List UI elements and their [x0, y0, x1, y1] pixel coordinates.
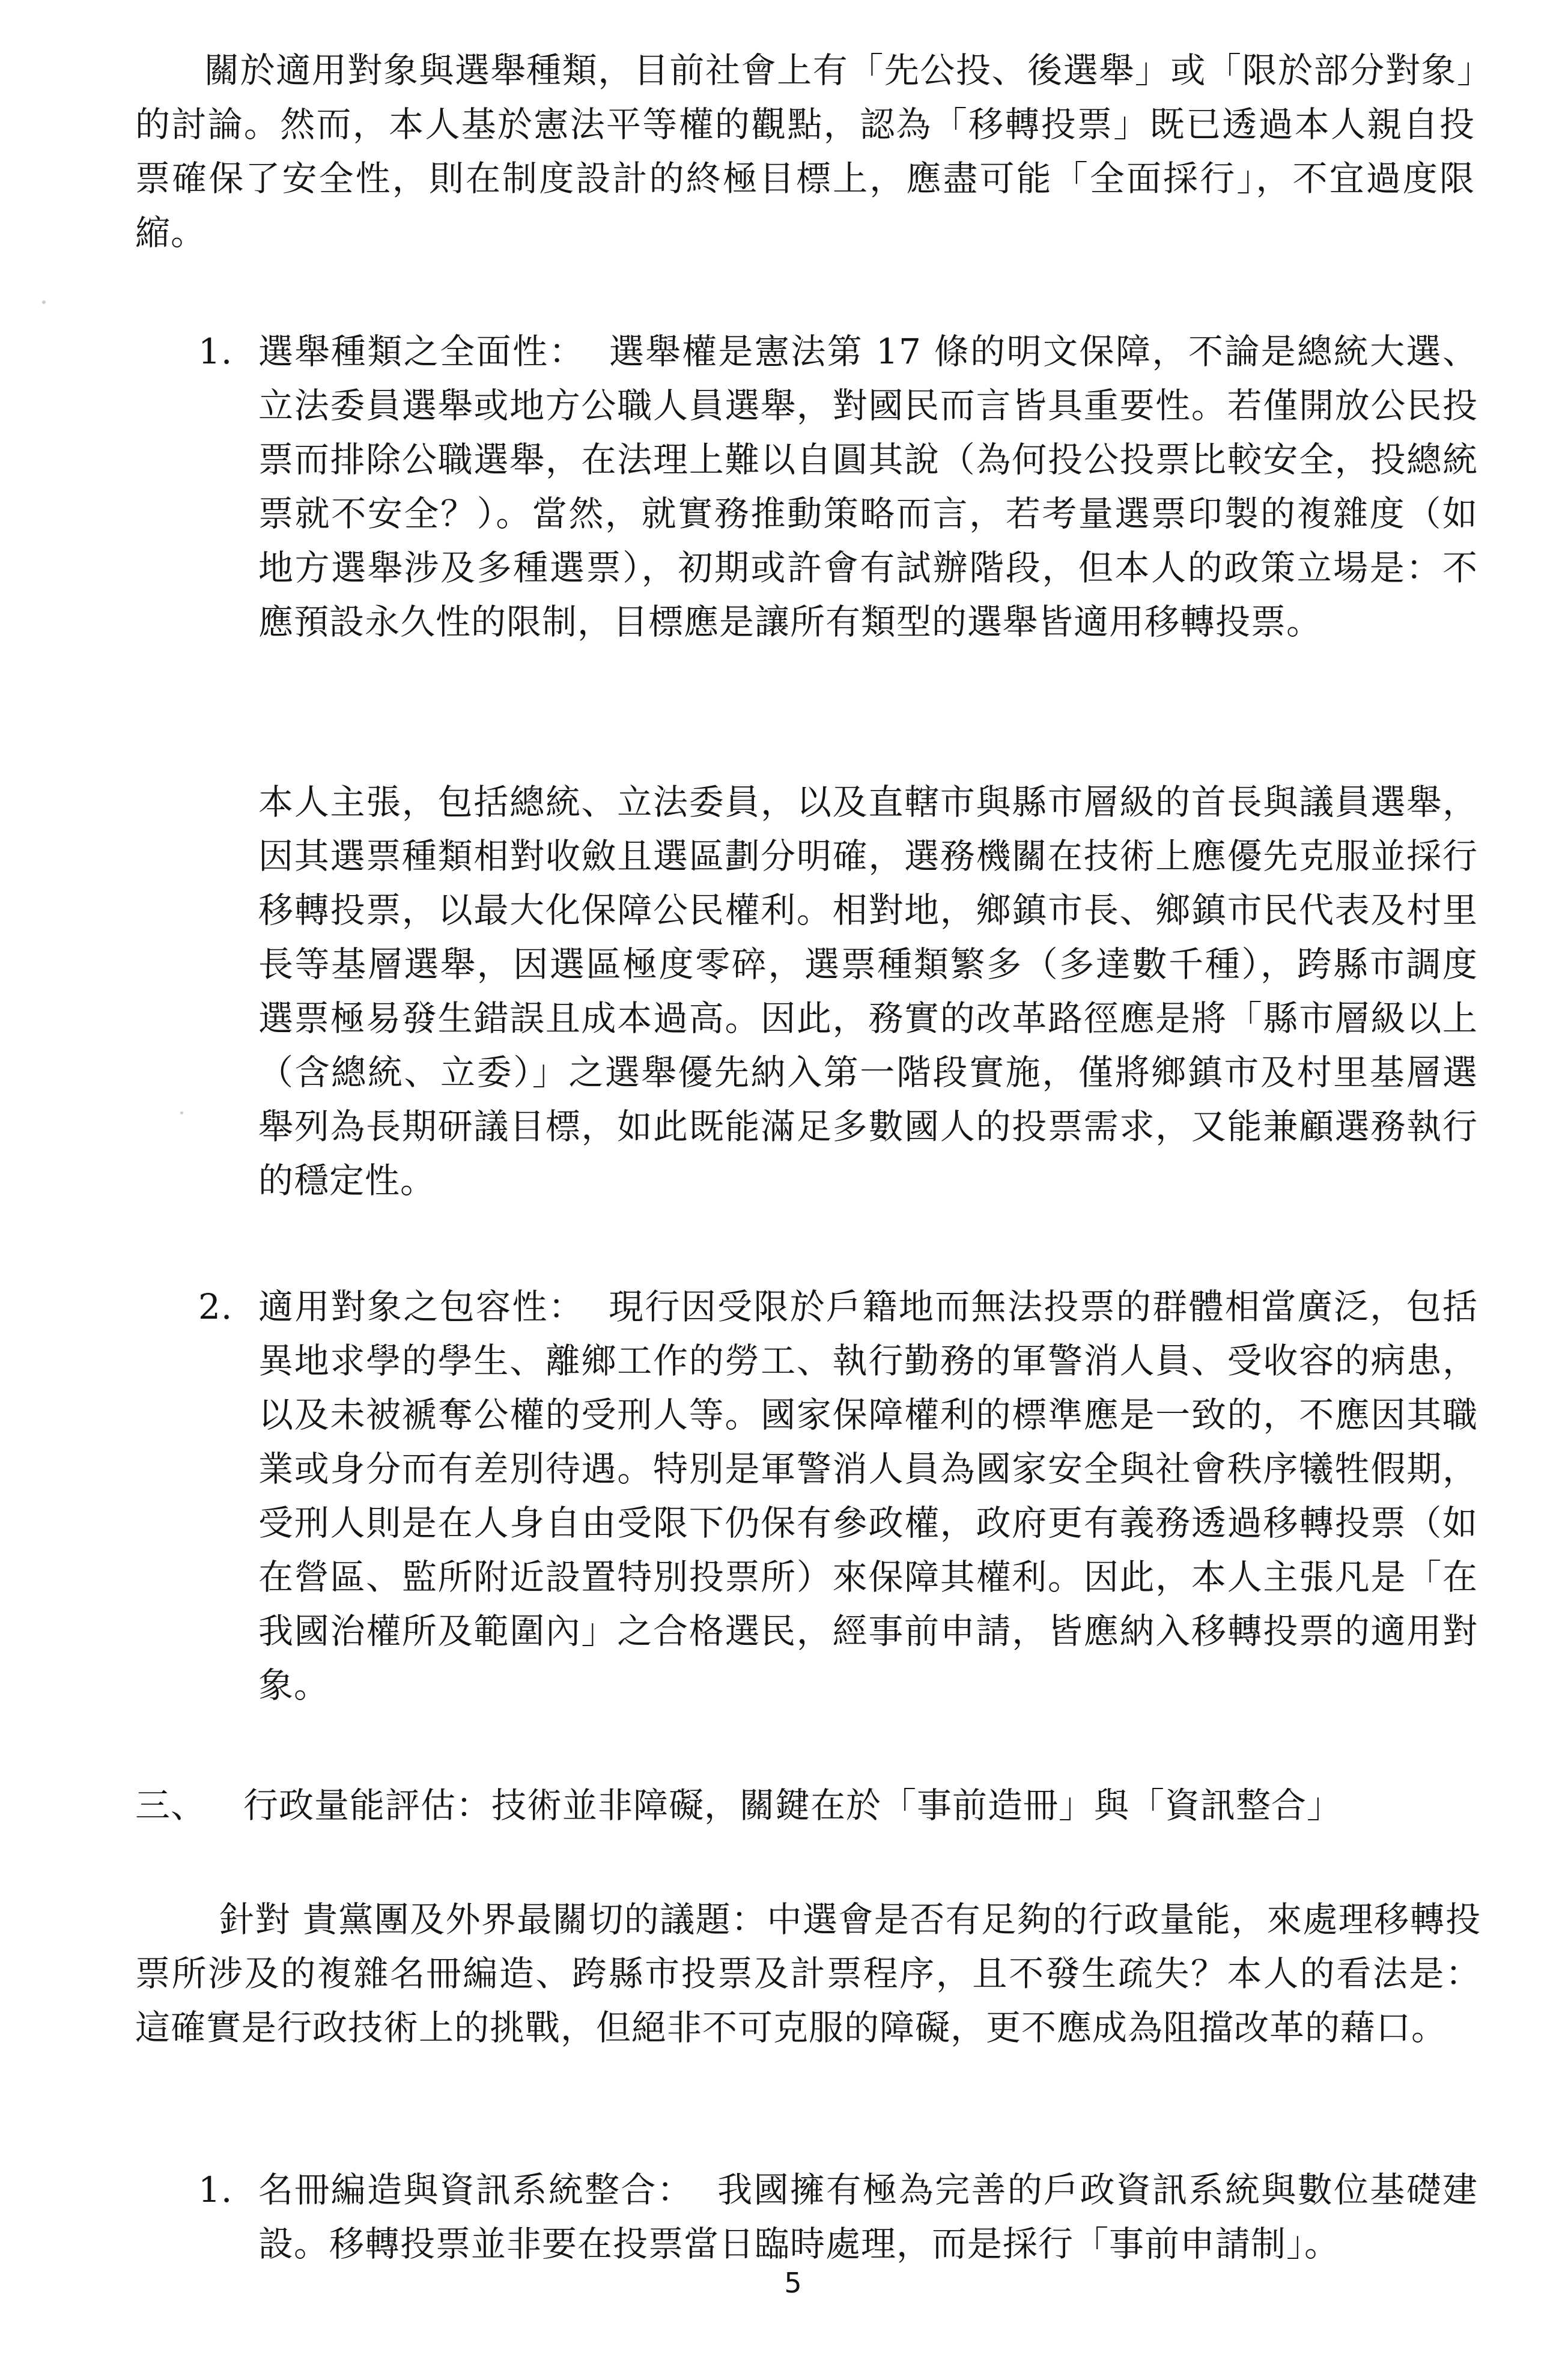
page-number: 5: [784, 2267, 802, 2299]
list-item-election-types: [198, 324, 1478, 649]
section-number: 三、: [135, 1785, 207, 1826]
section-heading: [135, 1778, 1342, 1832]
capacity-paragraph: 針對 貴黨團及外界最關切的議題：中選會是否有足夠的行政量能，來處理移轉投票所涉及的複雜名冊編造、跨縣市投票及計票程序，且不發生疏失？本人的看法是：這確實是行政技術上的挑戰，但絕非不可克服的障礙，更不應成為阻擋改革的藉口。: [135, 1899, 1481, 2048]
list-item-eligible-voters: [198, 1280, 1478, 1712]
list-item-number: 1.: [198, 2169, 233, 2210]
list-item-title: 選舉種類之全面性：: [258, 331, 586, 372]
election-scope-paragraph: 本人主張，包括總統、立法委員，以及直轄市與縣市層級的首長與議員選舉，因其選票種類相對收斂且選區劃分明確，選務機關在技術上應優先克服並採行移轉投票，以最大化保障公民權利。相對地，鄉鎮市長、鄉鎮市民代表及村里長等基層選舉，因選區極度零碎，選票種類繁多（多達數千種），跨縣市調度選票極易發生錯誤且成本過高。因此，務實的改革路徑應是將「縣市層級以上（含總統、立委）」之選舉優先納入第一階段實施，僅將鄉鎮市及村里基層選舉列為長期研議目標，如此既能滿足多數國人的投票需求，又能兼顧選務執行的穩定性。: [258, 782, 1478, 1201]
list-item-registry-integration: [198, 2163, 1478, 2271]
list-item-number: 1.: [198, 331, 233, 372]
scan-speck: [42, 300, 46, 304]
list-item-body: 現行因受限於戶籍地而無法投票的群體相當廣泛，包括異地求學的學生、離鄉工作的勞工、執行勤務的軍警消人員、受收容的病患，以及未被褫奪公權的受刑人等。國家保障權利的標準應是一致的，不應因其職業或身分而有差別待遇。特別是軍警消人員為國家安全與社會秩序犧牲假期，受刑人則是在人身自由受限下仍保有參政權，政府更有義務透過移轉投票（如在營區、監所附近設置特別投票所）來保障其權利。因此，本人主張凡是「在我國治權所及範圍內」之合格選民，經事前申請，皆應納入移轉投票的適用對象。: [258, 1286, 1478, 1706]
section-title: 行政量能評估：技術並非障礙，關鍵在於「事前造冊」與「資訊整合」: [243, 1785, 1343, 1826]
scan-speck: [180, 1111, 183, 1114]
list-item-title: 適用對象之包容性：: [258, 1286, 585, 1327]
list-item-number: 2.: [198, 1286, 233, 1327]
list-item-body: 選舉權是憲法第 17 條的明文保障，不論是總統大選、立法委員選舉或地方公職人員選舉，對國民而言皆具重要性。若僅開放公民投票而排除公職選舉，在法理上難以自圓其說（為何投公投票比較安全，投總統票就不安全？）。當然，就實務推動策略而言，若考量選票印製的複雜度（如地方選舉涉及多種選票），初期或許會有試辦階段，但本人的政策立場是：不應預設永久性的限制，目標應是讓所有類型的選舉皆適用移轉投票。: [258, 331, 1478, 642]
intro-paragraph: 關於適用對象與選舉種類，目前社會上有「先公投、後選舉」或「限於部分對象」的討論。然而，本人基於憲法平等權的觀點，認為「移轉投票」既已透過本人親自投票確保了安全性，則在制度設計的終極目標上，應盡可能「全面採行」，不宜過度限縮。: [135, 50, 1475, 253]
list-item-body: 我國擁有極為完善的戶政資訊系統與數位基礎建設。移轉投票並非要在投票當日臨時處理，而是採行「事前申請制」。: [258, 2169, 1478, 2264]
list-item-title: 名冊編造與資訊系統整合：: [258, 2169, 694, 2210]
